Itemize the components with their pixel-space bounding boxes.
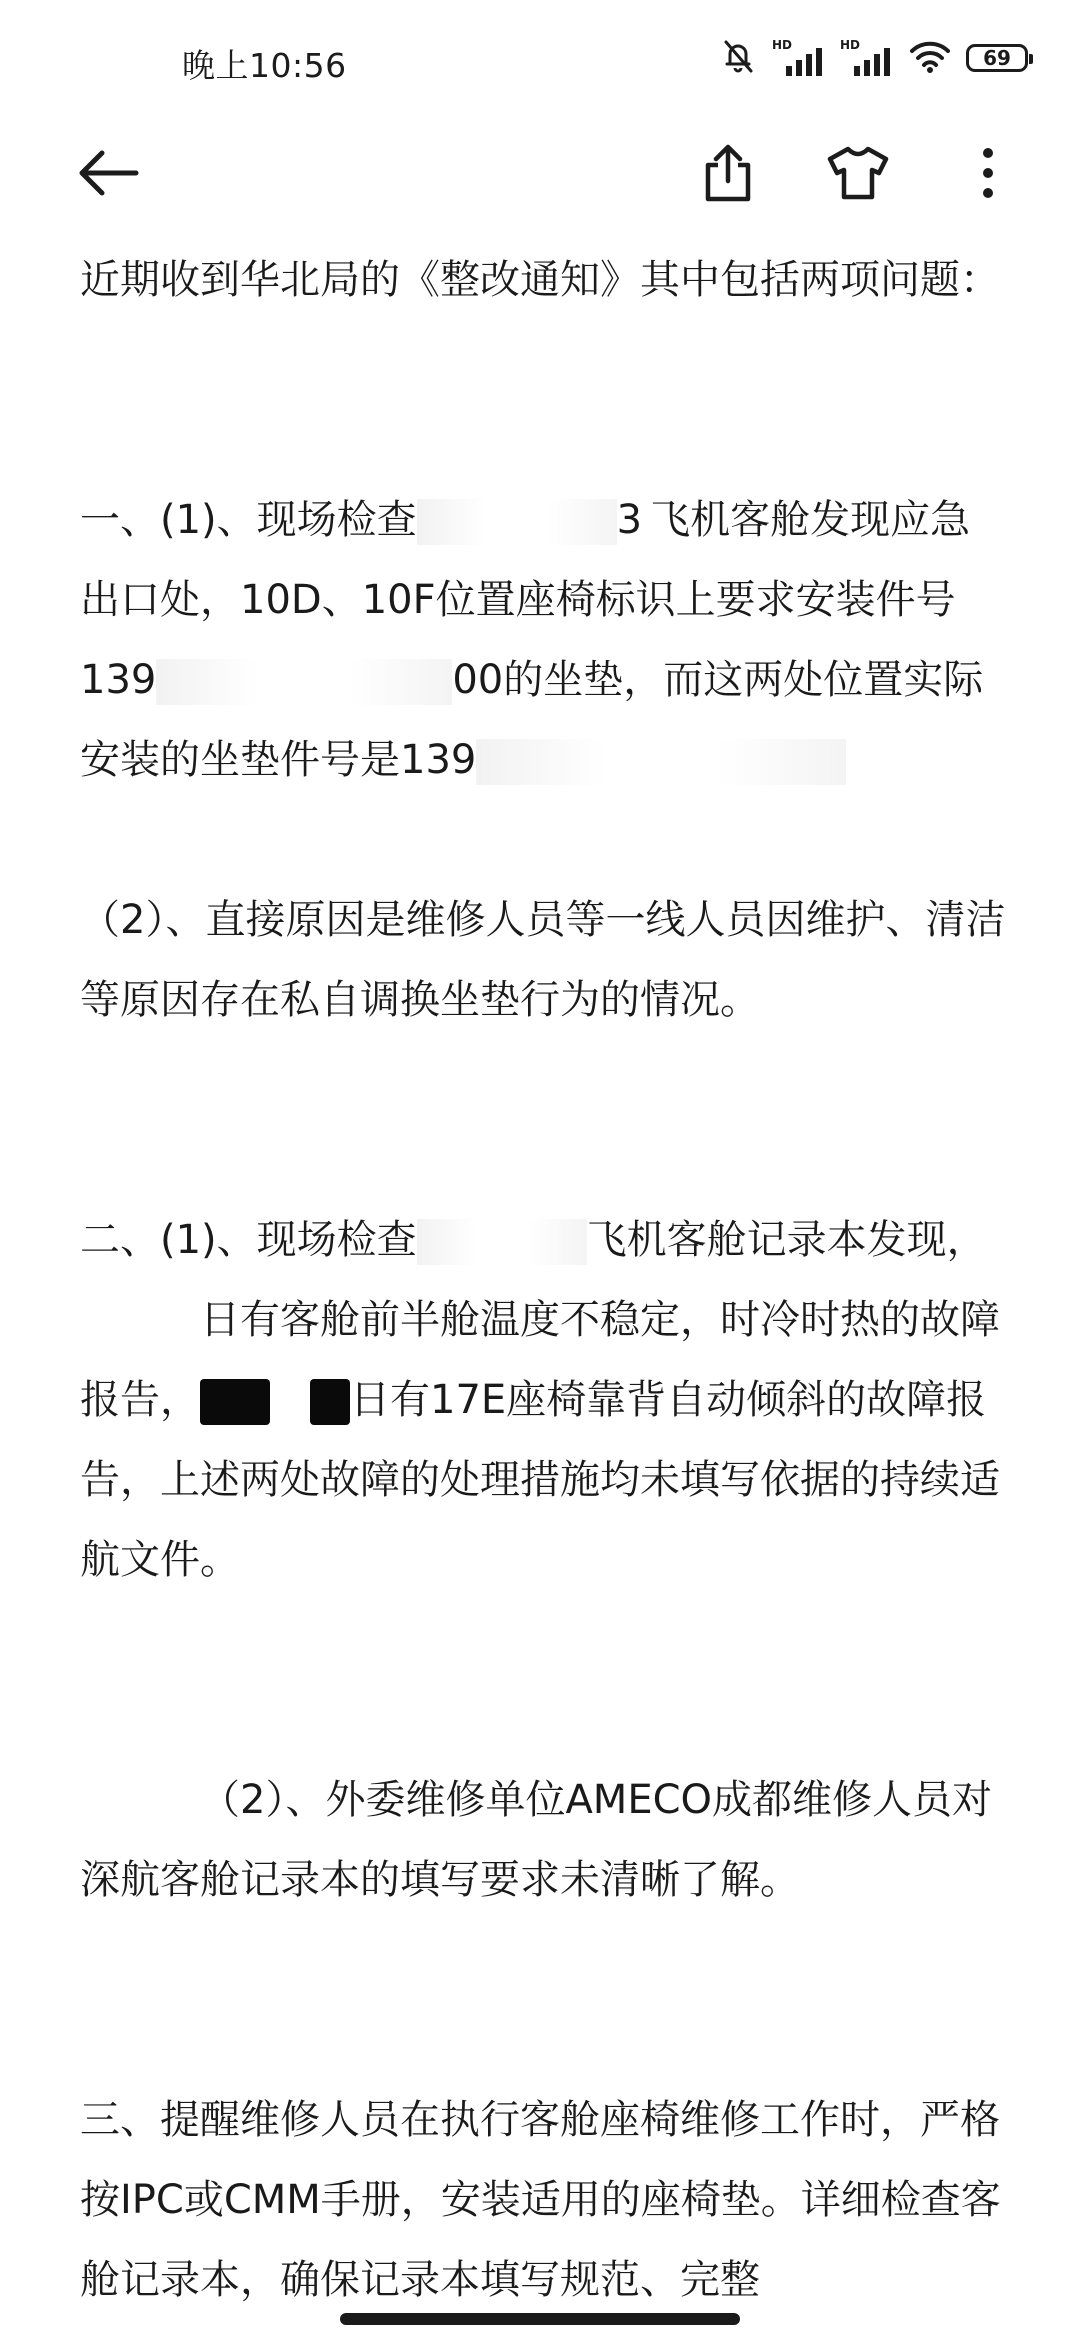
mute-bell-icon xyxy=(718,36,758,80)
share-button[interactable] xyxy=(688,135,768,215)
redacted-region xyxy=(417,499,617,545)
section-3: 三、提醒维修人员在执行客舱座椅维修工作时，严格按IPC或CMM手册，安装适用的座椅垫。详细检查客舱记录本，确保记录本填写规范、完整 xyxy=(80,2097,1001,2303)
signal-icon: HD xyxy=(840,38,894,78)
battery-icon: 69 xyxy=(966,44,1028,72)
home-indicator[interactable] xyxy=(340,2313,740,2325)
section-2-text: 日有客舱前半舱温度不稳定，时冷时热的故障报告， xyxy=(80,1297,1000,1423)
section-1-text: 3 xyxy=(616,497,643,543)
redacted-region xyxy=(156,659,452,705)
back-button[interactable] xyxy=(68,135,148,215)
top-toolbar xyxy=(0,120,1080,230)
section-2-part-1 xyxy=(80,1200,1010,1600)
redacted-region xyxy=(80,1299,200,1345)
more-button[interactable] xyxy=(948,135,1028,215)
wifi-icon xyxy=(908,38,952,78)
section-2-text: 日有17E座椅靠背自动倾斜的故障报告，上述两处故障的处理措施均未填写依据的持续适航文件。 xyxy=(80,1377,1000,1583)
status-time: 晚上10:56 xyxy=(182,46,347,85)
section-1-text: 飞机客舱发现应急出口处，10D、10F位置座椅标识上要求安装件号139 xyxy=(80,497,971,703)
redacted-region xyxy=(200,1379,270,1425)
section-2-part-2: （2）、外委维修单位AMECO成都维修人员对深航客舱记录本的填写要求未清晰了解。 xyxy=(80,1777,993,1903)
section-1-text: 00的坐垫，而这两处位置实际安装的坐垫件号是139 xyxy=(80,657,984,783)
theme-button[interactable] xyxy=(818,135,898,215)
section-1-text: 一、(1)、现场检查 xyxy=(80,497,417,543)
redacted-region xyxy=(476,739,846,785)
section-2-text: 二、(1)、现场检查 xyxy=(80,1217,417,1263)
back-arrow-icon xyxy=(76,148,140,202)
signal-icon: HD xyxy=(772,38,826,78)
intro-paragraph: 近期收到华北局的《整改通知》其中包括两项问题： xyxy=(80,257,1000,303)
section-1-part-2: （2）、直接原因是维修人员等一线人员因维护、清洁等原因存在私自调换坐垫行为的情况。 xyxy=(80,897,1006,1023)
article-body xyxy=(80,240,1010,2320)
more-vertical-icon xyxy=(980,145,996,205)
status-icons xyxy=(718,36,1028,80)
redacted-region xyxy=(270,1379,310,1425)
section-2-text: 飞机客舱记录本发现， xyxy=(586,1217,987,1263)
redacted-region xyxy=(310,1379,350,1425)
section-1-part-1 xyxy=(80,480,1010,800)
status-bar xyxy=(0,0,1080,120)
redacted-region xyxy=(417,1219,587,1265)
share-icon xyxy=(702,143,754,207)
redacted-region xyxy=(642,499,650,545)
shirt-icon xyxy=(826,145,890,205)
